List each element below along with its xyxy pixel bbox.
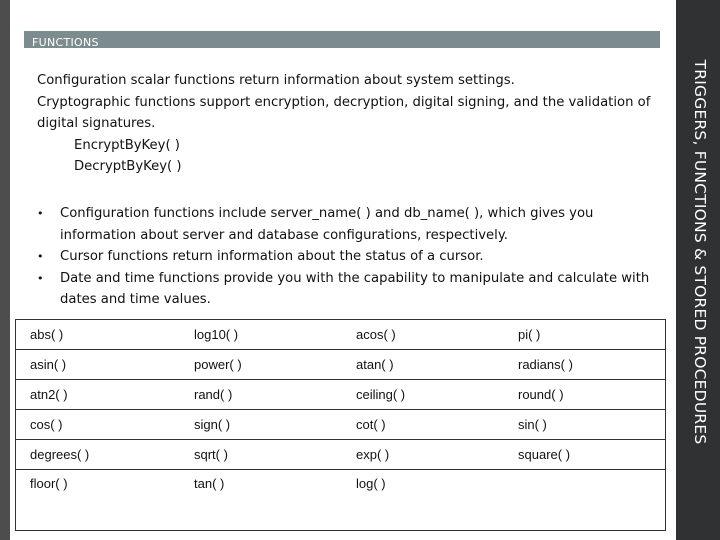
bullet-list <box>37 203 662 311</box>
bullet-item: • Cursor functions return information about the status of a cursor. <box>37 246 662 268</box>
table-row <box>16 410 666 440</box>
table-cell: cot( ) <box>342 410 504 440</box>
table-cell: radians( ) <box>504 350 666 380</box>
table-cell <box>504 470 666 531</box>
slide-left-border <box>0 0 10 540</box>
table-cell: floor( ) <box>16 470 181 531</box>
table-row <box>16 350 666 380</box>
section-title: FUNCTIONS <box>32 36 99 49</box>
table-cell: ceiling( ) <box>342 380 504 410</box>
table-cell: sin( ) <box>504 410 666 440</box>
table-cell: cos( ) <box>16 410 181 440</box>
bullet-item: • Date and time functions provide you with the capability to manipulate and calculate with dates and time values. <box>37 268 662 311</box>
bullet-item: • Configuration functions include server_name( ) and db_name( ), which gives you information about server and database configurations, respectively. <box>37 203 662 246</box>
table-cell: exp( ) <box>342 440 504 470</box>
slide-side-title: TRIGGERS, FUNCTIONS & STORED PROCEDURES <box>691 59 709 445</box>
table-cell: abs( ) <box>30 327 64 342</box>
table-cell: log( ) <box>342 470 504 531</box>
table-row <box>16 440 666 470</box>
table-cell: rand( ) <box>180 380 342 410</box>
table-cell: asin( ) <box>16 350 181 380</box>
table-cell: square( ) <box>504 440 666 470</box>
table-cell: round( ) <box>504 380 666 410</box>
table-cell: pi( ) <box>518 327 541 342</box>
side-title-container <box>684 31 716 473</box>
table-cell: atan( ) <box>342 350 504 380</box>
config-paragraph: Configuration scalar functions return information about system settings. <box>37 73 515 88</box>
section-header-bar <box>24 31 660 48</box>
example-decrypt: DecryptByKey( ) <box>74 159 182 174</box>
table-cell: tan( ) <box>180 470 342 531</box>
table-cell: power( ) <box>180 350 342 380</box>
intro-text <box>37 70 662 178</box>
table-cell: log10( ) <box>194 327 239 342</box>
crypto-paragraph: Cryptographic functions support encryption, decryption, digital signing, and the validation of digital signatures. <box>37 94 651 131</box>
table-row <box>16 380 666 410</box>
table-cell: degrees( ) <box>16 440 181 470</box>
table-cell: atn2( ) <box>16 380 181 410</box>
table-cell: acos( ) <box>356 327 396 342</box>
example-encrypt: EncryptByKey( ) <box>74 137 180 153</box>
table-cell: sign( ) <box>180 410 342 440</box>
math-functions-table <box>15 319 666 531</box>
table-cell: sqrt( ) <box>180 440 342 470</box>
table-row <box>16 470 666 531</box>
table-row <box>16 320 666 350</box>
